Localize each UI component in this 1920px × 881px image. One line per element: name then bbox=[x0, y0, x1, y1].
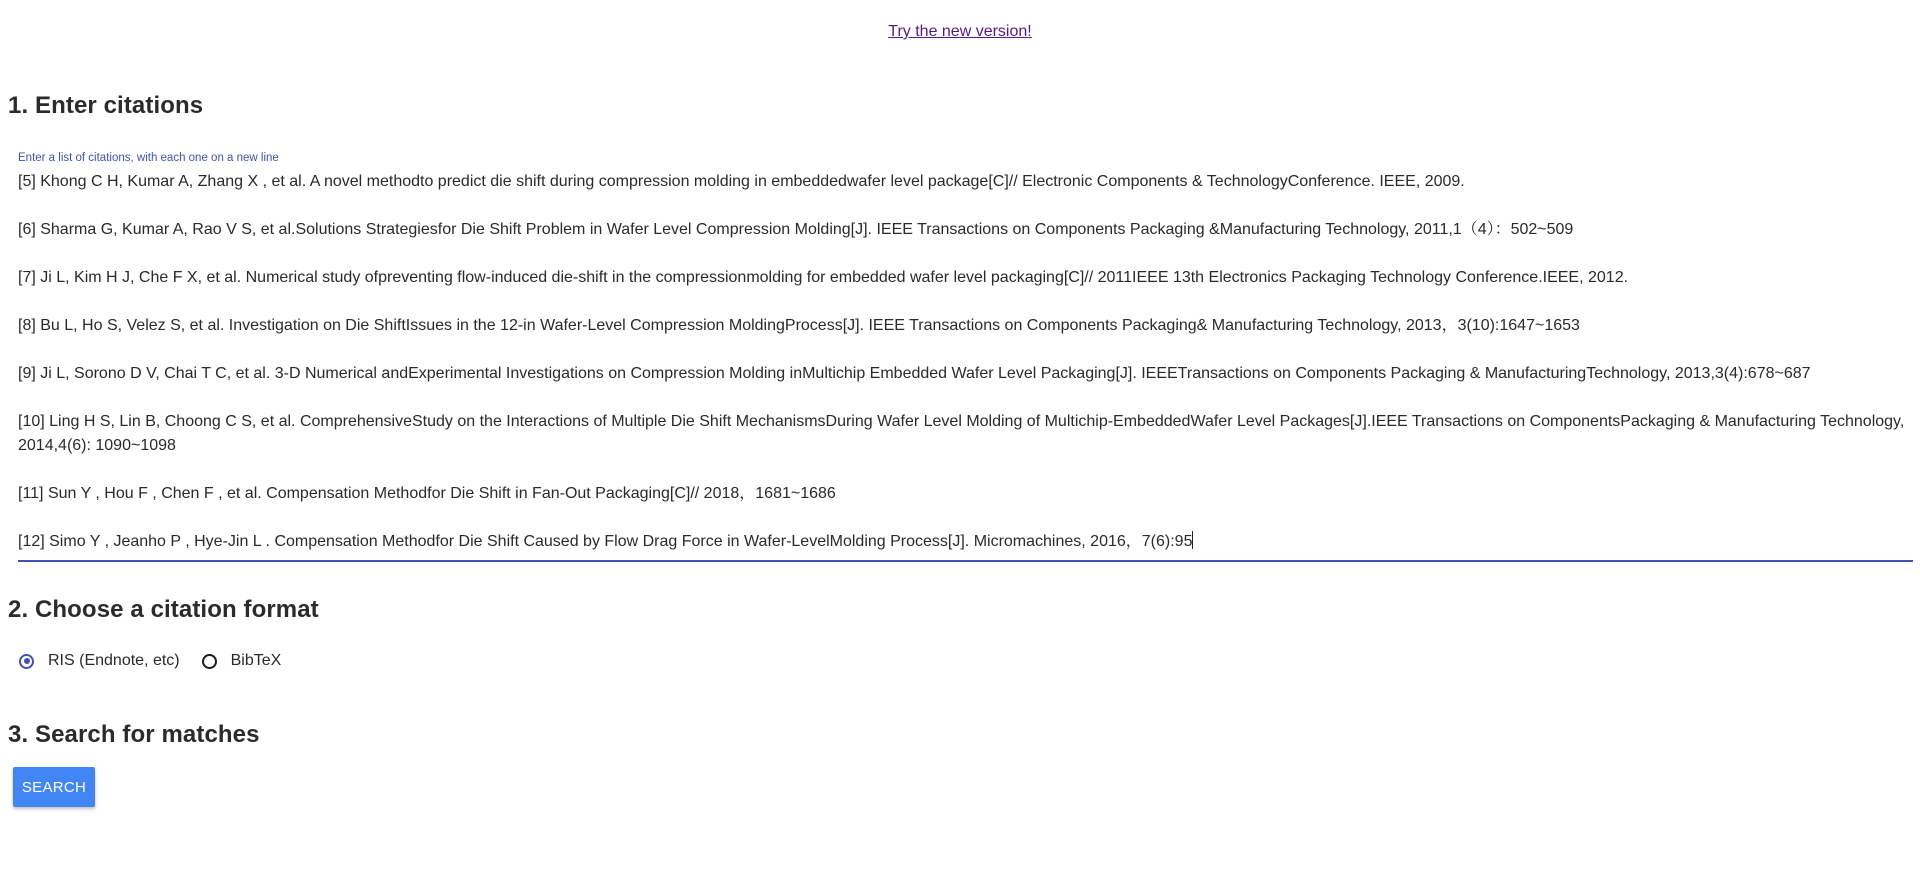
citation-line: [11] Sun Y , Hou F , Chen F , et al. Compensation Methodfor Die Shift in Fan-Out Packaging[C]// 2018，1681~1686 bbox=[18, 485, 836, 502]
citations-textarea[interactable] bbox=[18, 170, 1913, 562]
citation-line: [12] Simo Y , Jeanho P , Hye-Jin L . Compensation Methodfor Die Shift Caused by Flow Drag Force in Wafer-LevelMolding Process[J]. Micromachines, 2016，7(6):95 bbox=[18, 533, 1193, 550]
radio-label-bibtex: BibTeX bbox=[230, 652, 282, 669]
citation-blank-line bbox=[18, 386, 1913, 410]
citation-line: [6] Sharma G, Kumar A, Rao V S, et al.Solutions Strategiesfor Die Shift Problem in Wafer Level Compression Molding[J]. IEEE Transactions on Components Packaging &Manufacturing Technology, 2011,1（4）：502~509 bbox=[18, 221, 1574, 238]
citation-line: [10] Ling H S, Lin B, Choong C S, et al. ComprehensiveStudy on the Interactions of Multiple Die Shift MechanismsDuring Wafer Level Molding of Multichip-EmbeddedWafer Level Packages[J].IEEE Transactions on ComponentsPackaging & Manufacturing Technology, 2014,4(6): 1090~1098 bbox=[18, 413, 1909, 454]
citation-line: [8] Bu L, Ho S, Velez S, et al. Investigation on Die ShiftIssues in the 12-in Wafer-Level Compression MoldingProcess[J]. IEEE Transactions on Components Packaging& Manufacturing Technology, 2013，3(10):1647~1653 bbox=[18, 317, 1580, 334]
text-cursor bbox=[1192, 531, 1193, 549]
section-title-search-matches: 3. Search for matches bbox=[8, 721, 260, 748]
radio-button-ris[interactable] bbox=[19, 654, 34, 669]
citation-blank-line bbox=[18, 194, 1913, 218]
section-title-choose-format: 2. Choose a citation format bbox=[8, 596, 319, 623]
new-version-link[interactable]: Try the new version! bbox=[888, 23, 1032, 40]
citations-field bbox=[18, 150, 1913, 562]
citation-blank-line bbox=[18, 506, 1913, 530]
format-radio-group bbox=[19, 652, 303, 670]
citation-line: [5] Khong C H, Kumar A, Zhang X , et al. A novel methodto predict die shift during compression molding in embeddedwafer level package[C]// Electronic Components & TechnologyConference. IEEE, 2009. bbox=[18, 173, 1465, 190]
radio-button-bibtex[interactable] bbox=[202, 654, 217, 669]
radio-option-ris[interactable] bbox=[19, 652, 180, 670]
citation-blank-line bbox=[18, 290, 1913, 314]
section-title-enter-citations: 1. Enter citations bbox=[8, 92, 204, 119]
radio-label-ris: RIS (Endnote, etc) bbox=[48, 652, 180, 669]
citation-blank-line bbox=[18, 242, 1913, 266]
citation-blank-line bbox=[18, 458, 1913, 482]
search-button[interactable]: SEARCH bbox=[13, 767, 95, 807]
citations-field-label: Enter a list of citations, with each one on a new line bbox=[18, 152, 279, 164]
new-version-banner bbox=[0, 23, 1920, 41]
citation-line: [7] Ji L, Kim H J, Che F X, et al. Numerical study ofpreventing flow-induced die-shift in the compressionmolding for embedded wafer level packaging[C]// 2011IEEE 13th Electronics Packaging Technology Conference.IEEE, 2012. bbox=[18, 269, 1629, 286]
citation-line: [9] Ji L, Sorono D V, Chai T C, et al. 3-D Numerical andExperimental Investigations on Compression Molding inMultichip Embedded Wafer Level Packaging[J]. IEEETransactions on Components Packaging & ManufacturingTechnology, 2013,3(4):678~687 bbox=[18, 365, 1811, 382]
radio-option-bibtex[interactable] bbox=[202, 652, 282, 670]
citation-blank-line bbox=[18, 338, 1913, 362]
